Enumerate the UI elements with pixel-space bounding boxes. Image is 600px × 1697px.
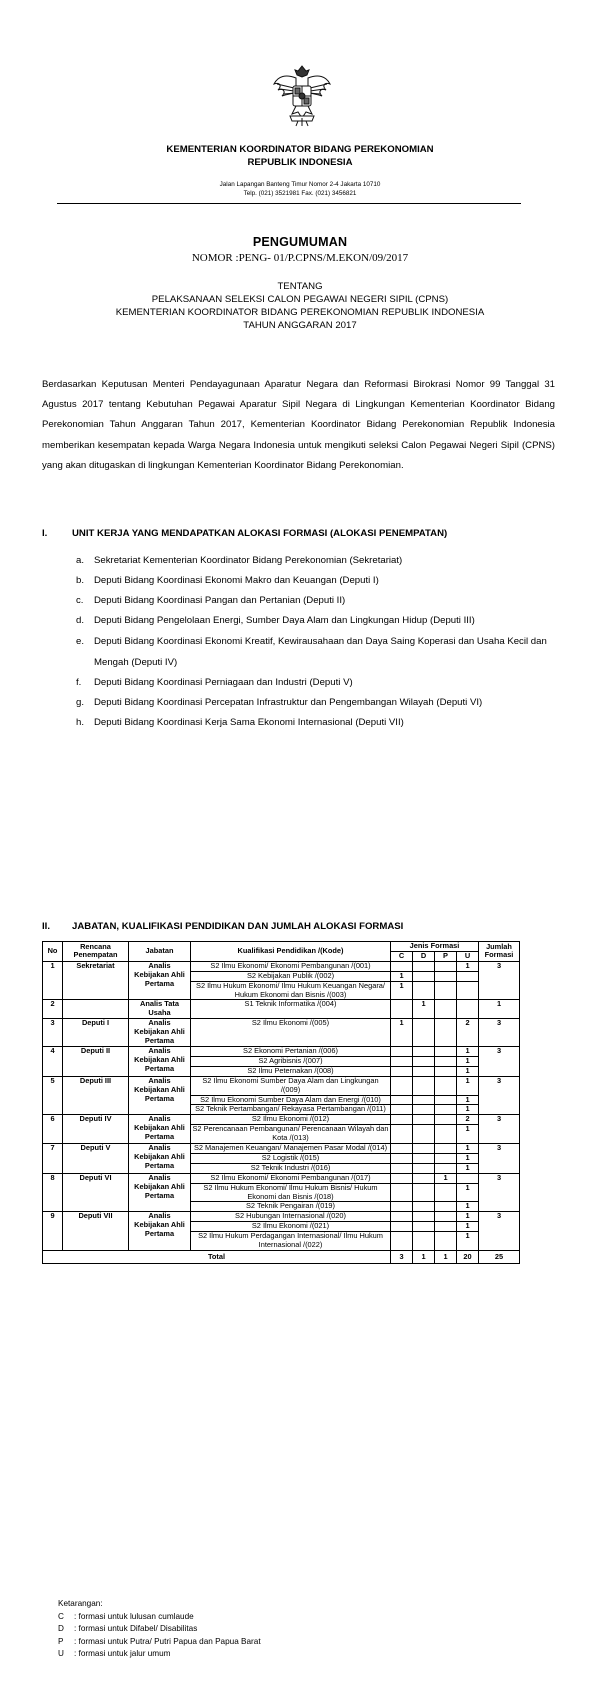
cell-d	[413, 1232, 435, 1251]
cell-d	[413, 1046, 435, 1056]
legend-key: D	[58, 1624, 64, 1633]
cell-no: 2	[43, 1000, 63, 1019]
legend-text: : formasi untuk jalur umum	[74, 1649, 171, 1658]
header-types: Jenis Formasi	[391, 942, 479, 952]
cell-total: 3	[479, 1115, 520, 1144]
legend-item	[58, 1648, 261, 1661]
cell-placement: Deputi II	[63, 1046, 129, 1076]
list-marker: c.	[76, 595, 84, 606]
cell-d	[413, 1212, 435, 1222]
cell-p	[435, 1046, 457, 1056]
table-row	[43, 1115, 520, 1125]
section-title: UNIT KERJA YANG MENDAPATKAN ALOKASI FORMASI (ALOKASI PENEMPATAN)	[72, 528, 448, 539]
cell-d	[413, 1222, 435, 1232]
cell-p	[435, 1222, 457, 1232]
list-text: Deputi Bidang Koordinasi Ekonomi Makro dan Keuangan (Deputi I)	[94, 575, 379, 586]
cell-u: 1	[457, 1202, 479, 1212]
cell-c	[391, 1163, 413, 1173]
section-heading	[42, 921, 403, 932]
cell-placement: Sekretariat	[63, 961, 129, 1000]
legend-item	[58, 1611, 261, 1624]
cell-position: Analis Kebijakan Ahli Pertama	[129, 1076, 191, 1115]
cell-p	[435, 1019, 457, 1047]
header-total: Jumlah Formasi	[479, 942, 520, 962]
cell-u: 1	[457, 1046, 479, 1056]
cell-placement: Deputi VII	[63, 1212, 129, 1251]
cell-c	[391, 1173, 413, 1183]
cell-d	[413, 1095, 435, 1105]
cell-c	[391, 1095, 413, 1105]
legend-item	[58, 1636, 261, 1649]
cell-no: 8	[43, 1173, 63, 1212]
cell-d	[413, 1163, 435, 1173]
cell-placement: Deputi VI	[63, 1173, 129, 1212]
cell-d	[413, 1019, 435, 1047]
list-text: Sekretariat Kementerian Koordinator Bidang Perekonomian (Sekretariat)	[94, 555, 403, 566]
header-d: D	[413, 951, 435, 961]
header-no: No	[43, 942, 63, 962]
total-label: Total	[43, 1251, 391, 1264]
cell-qualification: S2 Teknik Industri /(016)	[191, 1163, 391, 1173]
list-text: Deputi Bidang Pengelolaan Energi, Sumber Daya Alam dan Lingkungan Hidup (Deputi III)	[94, 615, 475, 626]
cell-c	[391, 1046, 413, 1056]
header-qualification: Kualifikasi Pendidikan /(Kode)	[191, 942, 391, 962]
list-item	[76, 693, 556, 713]
cell-c	[391, 1076, 413, 1095]
cell-u: 1	[457, 1144, 479, 1154]
subject-line: PELAKSANAAN SELEKSI CALON PEGAWAI NEGERI SIPIL (CPNS)	[151, 294, 449, 305]
cell-placement: Deputi IV	[63, 1115, 129, 1144]
cell-p	[435, 1066, 457, 1076]
cell-u	[457, 1173, 479, 1183]
cell-p	[435, 971, 457, 981]
cell-total: 3	[479, 1076, 520, 1115]
cell-d	[413, 1076, 435, 1095]
cell-total: 3	[479, 1019, 520, 1047]
list-marker: b.	[76, 575, 85, 586]
cell-p	[435, 1105, 457, 1115]
cell-position: Analis Tata Usaha	[129, 1000, 191, 1019]
cell-position: Analis Kebijakan Ahli Pertama	[129, 961, 191, 1000]
cell-p	[435, 1202, 457, 1212]
cell-d	[413, 1202, 435, 1212]
phone-fax-line: Telp. (021) 3521981 Fax. (021) 3456821	[243, 190, 357, 197]
cell-qualification: S2 Ilmu Ekonomi Sumber Daya Alam dan Energi /(010)	[191, 1095, 391, 1105]
cell-position: Analis Kebijakan Ahli Pertama	[129, 1019, 191, 1047]
formation-table	[42, 941, 520, 1264]
cell-c: 1	[391, 981, 413, 1000]
header-position: Jabatan	[129, 942, 191, 962]
cell-p	[435, 1144, 457, 1154]
cell-d	[413, 1105, 435, 1115]
cell-d	[413, 1144, 435, 1154]
list-text: Deputi Bidang Koordinasi Kerja Sama Ekonomi Internasional (Deputi VII)	[94, 717, 404, 728]
list-item	[76, 551, 556, 571]
legend-text: : formasi untuk Putra/ Putri Papua dan Papua Barat	[74, 1636, 261, 1646]
list-text: Deputi Bidang Koordinasi Perniagaan dan Industri (Deputi V)	[94, 677, 353, 688]
cell-u: 1	[457, 1232, 479, 1251]
cell-qualification: S2 Manajemen Keuangan/ Manajemen Pasar Modal /(014)	[191, 1144, 391, 1154]
section-heading	[42, 528, 447, 539]
cell-d	[413, 961, 435, 971]
total-row	[43, 1251, 520, 1264]
cell-no: 4	[43, 1046, 63, 1076]
cell-qualification: S2 Ekonomi Pertanian /(006)	[191, 1046, 391, 1056]
legend-title: Ketarangan:	[58, 1599, 103, 1608]
cell-p	[435, 1125, 457, 1144]
cell-c	[391, 1153, 413, 1163]
list-text: Deputi Bidang Koordinasi Pangan dan Pertanian (Deputi II)	[94, 595, 346, 606]
cell-p: 1	[435, 1173, 457, 1183]
list-marker: f.	[76, 677, 82, 688]
cell-u: 1	[457, 1095, 479, 1105]
cell-qualification: S2 Ilmu Ekonomi Sumber Daya Alam dan Lingkungan /(009)	[191, 1076, 391, 1095]
cell-d	[413, 1115, 435, 1125]
header-c: C	[391, 951, 413, 961]
cell-p	[435, 1095, 457, 1105]
cell-position: Analis Kebijakan Ahli Pertama	[129, 1115, 191, 1144]
cell-position: Analis Kebijakan Ahli Pertama	[129, 1173, 191, 1212]
cell-total: 1	[479, 1000, 520, 1019]
cell-total: 3	[479, 1173, 520, 1212]
total-u: 20	[457, 1251, 479, 1264]
cell-placement	[63, 1000, 129, 1019]
total-sum: 25	[479, 1251, 520, 1264]
cell-qualification: S2 Ilmu Peternakan /(008)	[191, 1066, 391, 1076]
header-u: U	[457, 951, 479, 961]
header-p: P	[435, 951, 457, 961]
cell-c	[391, 1056, 413, 1066]
cell-c	[391, 1212, 413, 1222]
cell-u: 1	[457, 1066, 479, 1076]
cell-qualification: S2 Ilmu Ekonomi/ Ekonomi Pembangunan /(001)	[191, 961, 391, 971]
cell-total: 3	[479, 961, 520, 1000]
header-divider	[57, 203, 521, 204]
cell-p	[435, 1153, 457, 1163]
org-country: REPUBLIK INDONESIA	[247, 157, 353, 168]
cell-placement: Deputi I	[63, 1019, 129, 1047]
cell-qualification: S2 Agribisnis /(007)	[191, 1056, 391, 1066]
cell-total: 3	[479, 1144, 520, 1174]
list-marker: e.	[76, 636, 85, 647]
header-placement: Rencana Penempatan	[63, 942, 129, 962]
table-row	[43, 1019, 520, 1047]
cell-p	[435, 1000, 457, 1019]
cell-p	[435, 1183, 457, 1202]
list-item	[76, 591, 556, 611]
cell-qualification: S2 Logistik /(015)	[191, 1153, 391, 1163]
cell-c	[391, 1000, 413, 1019]
cell-c: 1	[391, 1019, 413, 1047]
cell-d	[413, 1125, 435, 1144]
cell-c	[391, 1183, 413, 1202]
cell-u: 1	[457, 1056, 479, 1066]
cell-qualification: S2 Ilmu Ekonomi/ Ekonomi Pembangunan /(017)	[191, 1173, 391, 1183]
intro-paragraph: Berdasarkan Keputusan Menteri Pendayagunaan Aparatur Negara dan Reformasi Birokrasi Nomor 99 Tanggal 31 Agustus 2017 tentang Kebutuhan Pegawai Aparatur Sipil Negara di Lingkungan Kementerian Koordinator Bidang Perekonomian Tahun Anggaran Tahun 2017, Kementerian Koordinator Bidang Perekonomian Republik Indonesia memberikan kesempatan kepada Warga Negara Indonesia untuk mengikuti seleksi Calon Pegawai Negeri Sipil (CPNS) yang akan ditugaskan di lingkungan Kementerian Koordinator Bidang Perekonomian.	[42, 379, 555, 471]
subject-line: KEMENTERIAN KOORDINATOR BIDANG PEREKONOMIAN REPUBLIK INDONESIA	[115, 307, 485, 318]
document-title: PENGUMUMAN	[252, 235, 348, 249]
cell-c	[391, 1125, 413, 1144]
section-title: JABATAN, KUALIFIKASI PENDIDIKAN DAN JUMLAH ALOKASI FORMASI	[72, 921, 404, 932]
cell-no: 1	[43, 961, 63, 1000]
about-label: TENTANG	[277, 281, 323, 292]
cell-c: 1	[391, 971, 413, 981]
cell-u	[457, 971, 479, 981]
legend	[58, 1598, 261, 1661]
list-marker: g.	[76, 697, 85, 708]
list-item	[76, 673, 556, 693]
cell-c	[391, 1105, 413, 1115]
cell-p	[435, 981, 457, 1000]
cell-u: 1	[457, 1076, 479, 1095]
table-row	[43, 961, 520, 971]
address-line: Jalan Lapangan Banteng Timur Nomor 2-4 Jakarta 10710	[219, 181, 381, 188]
cell-qualification: S2 Hubungan Internasional /(020)	[191, 1212, 391, 1222]
cell-c	[391, 961, 413, 971]
table-row	[43, 1212, 520, 1222]
cell-p	[435, 1163, 457, 1173]
table-row	[43, 1076, 520, 1095]
cell-c	[391, 1222, 413, 1232]
list-item	[76, 611, 556, 631]
cell-p	[435, 1056, 457, 1066]
table-row	[43, 1046, 520, 1056]
cell-d	[413, 981, 435, 1000]
cell-qualification: S2 Ilmu Hukum Ekonomi/ Ilmu Hukum Keuangan Negara/ Hukum Ekonomi dan Bisnis /(003)	[191, 981, 391, 1000]
cell-u: 1	[457, 1125, 479, 1144]
cell-p	[435, 1115, 457, 1125]
cell-qualification: S2 Teknik Pengairan /(019)	[191, 1202, 391, 1212]
section-number: I.	[42, 528, 48, 539]
legend-text: : formasi untuk lulusan cumlaude	[74, 1611, 194, 1621]
cell-p	[435, 1212, 457, 1222]
cell-placement: Deputi V	[63, 1144, 129, 1174]
list-item	[76, 713, 556, 733]
list-marker: a.	[76, 555, 85, 566]
unit-list	[76, 551, 556, 733]
cell-qualification: S1 Teknik Informatika /(004)	[191, 1000, 391, 1019]
list-text: Deputi Bidang Koordinasi Ekonomi Kreatif, Kewirausahaan dan Daya Saing Koperasi dan Usaha Kecil dan Mengah (Deputi IV)	[94, 636, 547, 668]
cell-u: 1	[457, 1212, 479, 1222]
cell-no: 7	[43, 1144, 63, 1174]
cell-c	[391, 1144, 413, 1154]
list-marker: h.	[76, 717, 85, 728]
cell-qualification: S2 Ilmu Ekonomi /(021)	[191, 1222, 391, 1232]
legend-key: U	[58, 1649, 64, 1658]
cell-no: 3	[43, 1019, 63, 1047]
cell-qualification: S2 Ilmu Hukum Perdagangan Internasional/ Ilmu Hukum Internasional /(022)	[191, 1232, 391, 1251]
table-row	[43, 1000, 520, 1019]
cell-d: 1	[413, 1000, 435, 1019]
document-number: NOMOR :PENG- 01/P.CPNS/M.EKON/09/2017	[191, 252, 409, 264]
list-item	[76, 571, 556, 591]
cell-u: 2	[457, 1115, 479, 1125]
cell-position: Analis Kebijakan Ahli Pertama	[129, 1144, 191, 1174]
legend-text: : formasi untuk Difabel/ Disabilitas	[74, 1624, 198, 1633]
cell-c	[391, 1232, 413, 1251]
cell-c	[391, 1066, 413, 1076]
total-p: 1	[435, 1251, 457, 1264]
list-text: Deputi Bidang Koordinasi Percepatan Infrastruktur dan Pengembangan Wilayah (Deputi VI)	[94, 697, 483, 708]
cell-c	[391, 1115, 413, 1125]
cell-u: 1	[457, 1105, 479, 1115]
cell-no: 9	[43, 1212, 63, 1251]
cell-qualification: S2 Teknik Pertambangan/ Rekayasa Pertambangan /(011)	[191, 1105, 391, 1115]
cell-position: Analis Kebijakan Ahli Pertama	[129, 1046, 191, 1076]
cell-d	[413, 1183, 435, 1202]
list-item	[76, 631, 556, 673]
cell-no: 6	[43, 1115, 63, 1144]
cell-p	[435, 1076, 457, 1095]
garuda-emblem-icon	[272, 64, 332, 128]
cell-qualification: S2 Ilmu Ekonomi /(012)	[191, 1115, 391, 1125]
cell-qualification: S2 Ilmu Ekonomi /(005)	[191, 1019, 391, 1047]
legend-key: C	[58, 1611, 64, 1621]
cell-c	[391, 1202, 413, 1212]
list-marker: d.	[76, 615, 85, 626]
cell-u: 1	[457, 1153, 479, 1163]
cell-total: 3	[479, 1212, 520, 1251]
cell-placement: Deputi III	[63, 1076, 129, 1115]
cell-p	[435, 961, 457, 971]
cell-u: 1	[457, 1222, 479, 1232]
cell-position: Analis Kebijakan Ahli Pertama	[129, 1212, 191, 1251]
subject-line: TAHUN ANGGARAN 2017	[243, 320, 357, 331]
cell-qualification: S2 Perencanaan Pembangunan/ Perencanaan Wilayah dan Kota /(013)	[192, 1124, 389, 1143]
cell-u: 1	[457, 961, 479, 971]
cell-no: 5	[43, 1076, 63, 1115]
cell-u: 1	[457, 1163, 479, 1173]
cell-d	[413, 1153, 435, 1163]
cell-u	[457, 981, 479, 1000]
table-row	[43, 1173, 520, 1183]
cell-d	[413, 1173, 435, 1183]
cell-u: 2	[457, 1019, 479, 1047]
section-number: II.	[42, 921, 50, 932]
cell-d	[413, 971, 435, 981]
cell-qualification: S2 Ilmu Hukum Ekonomi/ Ilmu Hukum Bisnis/ Hukum Ekonomi dan Bisnis /(018)	[191, 1183, 391, 1202]
table-row	[43, 1144, 520, 1154]
org-name: KEMENTERIAN KOORDINATOR BIDANG PEREKONOMIAN	[166, 144, 434, 155]
cell-u: 1	[457, 1183, 479, 1202]
total-d: 1	[413, 1251, 435, 1264]
cell-u	[457, 1000, 479, 1019]
cell-d	[413, 1066, 435, 1076]
total-c: 3	[391, 1251, 413, 1264]
cell-qualification: S2 Kebijakan Publik /(002)	[191, 971, 391, 981]
cell-p	[435, 1232, 457, 1251]
cell-d	[413, 1056, 435, 1066]
legend-item	[58, 1623, 261, 1636]
legend-key: P	[58, 1636, 64, 1646]
cell-total: 3	[479, 1046, 520, 1076]
